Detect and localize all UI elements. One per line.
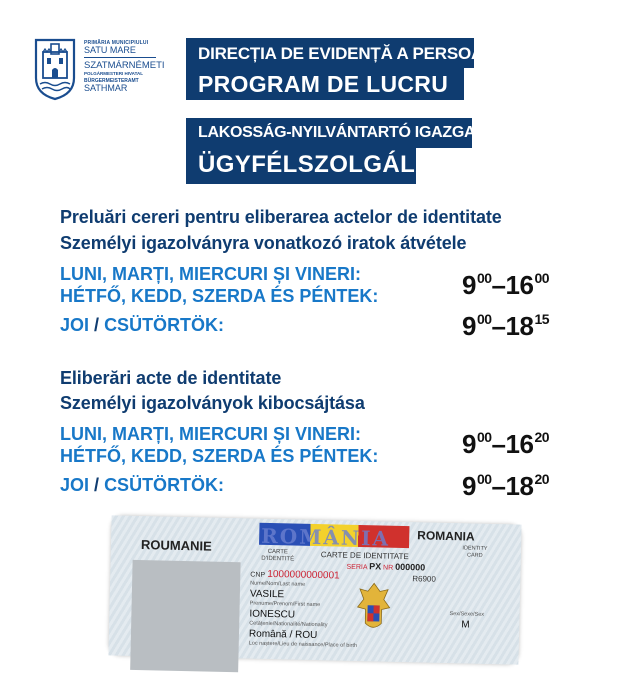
card-birth-label: Loc naștere/Lieu de naissance/Place of birth	[248, 640, 358, 649]
card-first-label: Prenume/Prenom/First name	[249, 600, 321, 609]
section2-title-hu: Személyi igazolványok kibocsájtása	[60, 393, 365, 413]
card-nationality-value: Română / ROU	[248, 628, 318, 642]
card-photo-placeholder	[130, 560, 240, 672]
section1-days-ro: LUNI, MARȚI, MIERCURI ȘI VINERI:	[60, 264, 361, 284]
logo-divider	[84, 57, 156, 58]
ro-program-title: PROGRAM DE LUCRU	[186, 68, 464, 100]
section1-days-hu: HÉTFŐ, KEDD, SZERDA ÉS PÉNTEK:	[60, 286, 379, 306]
section1-weekday-hours: $9^{00}-16^{00}$	[462, 270, 550, 300]
section1-title-hu: Személyi igazolványra vonatkozó iratok átvétele	[60, 233, 467, 253]
card-identity-card: IDENTITY CARD	[462, 545, 488, 559]
section2-days-hu: HÉTFŐ, KEDD, SZERDA ÉS PÉNTEK:	[60, 446, 379, 466]
section1-title-ro: Preluări cereri pentru eliberarea actelor de identitate	[60, 207, 502, 227]
logo-line-6: SATHMAR	[84, 83, 128, 93]
ro-department-title: DIRECȚIA DE EVIDENȚĂ A PERSOANELOR	[186, 38, 474, 68]
romanian-crest-icon	[353, 579, 394, 646]
card-romania: ROMANIA	[417, 528, 475, 544]
card-series: SERIA PX NR 000000	[346, 561, 426, 573]
card-roumanie: ROUMANIE	[140, 537, 212, 554]
section2-thursday-hours: $9^{00}-18^{20}$	[462, 471, 550, 501]
logo-line-4: POLGÁRMESTERI HIVATAL	[84, 70, 143, 76]
card-carte-fr: CARTE D'IDENTITÉ	[261, 548, 295, 563]
logo-line-3: SZATMÁRNÉMETI	[84, 60, 165, 71]
card-nationality-label: Cetățenie/Nationalité/Nationality	[249, 620, 328, 629]
section1-thursday-label: JOI / CSÜTÖRTÖK:	[60, 315, 225, 335]
card-cnp: CNP 1000000000001	[250, 568, 340, 582]
logo-line-5: BÜRGERMEISTERAMT	[84, 78, 139, 84]
logo-line-1: PRIMĂRIA MUNICIPIULUI	[84, 40, 149, 46]
card-r-code: R6900	[412, 574, 436, 584]
section2-title-ro: Eliberări acte de identitate	[60, 368, 282, 388]
card-sex-value: M	[461, 619, 470, 631]
sample-id-card	[108, 515, 521, 664]
card-romania-title: ROMÂNIA	[260, 523, 391, 551]
section2-days-ro: LUNI, MARȚI, MIERCURI ȘI VINERI:	[60, 424, 361, 444]
card-carte-ro: CARTE DE IDENTITATE	[320, 550, 409, 562]
card-sex-label: Sex/Sexe/Sex	[449, 611, 485, 618]
section2-weekday-hours: $9^{00}-16^{20}$	[462, 429, 550, 459]
hu-department-title: LAKOSSÁG-NYILVÁNTARTÓ IGAZGATÓSÁG	[186, 118, 472, 148]
card-first-value: IONESCU	[249, 608, 296, 621]
city-hall-logo	[34, 38, 184, 104]
logo-line-2: SATU MARE	[84, 45, 136, 55]
card-name-label: Nume/Nom/Last name	[250, 580, 306, 588]
section2-thursday-label: JOI / CSÜTÖRTÖK:	[60, 475, 225, 495]
hu-program-title: ÜGYFÉLSZOLGÁLAT	[186, 148, 416, 184]
section1-thursday-hours: $9^{00}-18^{15}$	[462, 311, 550, 341]
card-name-value: VASILE	[249, 588, 285, 601]
coat-of-arms-icon	[34, 38, 76, 100]
